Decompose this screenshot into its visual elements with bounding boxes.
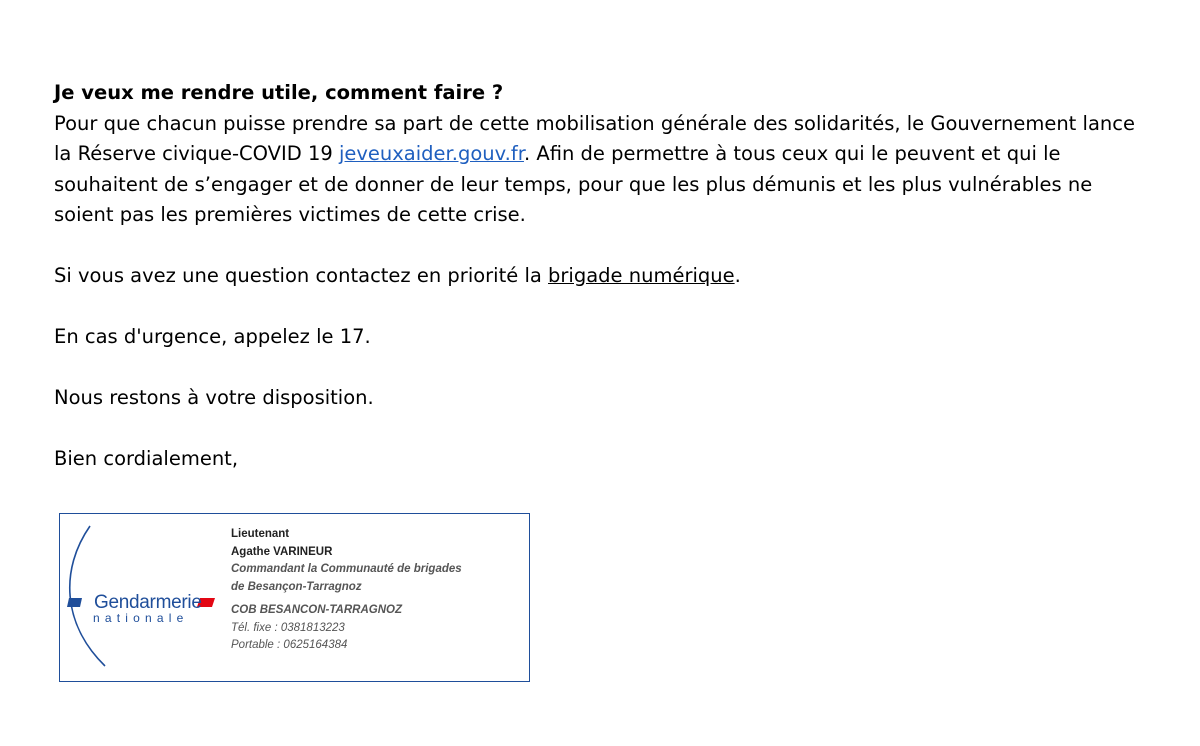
- logo-subtitle: nationale: [93, 611, 189, 625]
- signature-phone: Tél. fixe : 0381813223: [231, 621, 345, 634]
- signature-mobile: Portable : 0625164384: [231, 639, 348, 651]
- brigade-numerique-link[interactable]: brigade numérique: [548, 264, 735, 287]
- signature-role-line1: Commandant la Communauté de brigades: [231, 563, 462, 575]
- logo-wordmark: Gendarmerie: [94, 592, 202, 613]
- closing-text: Bien cordialement,: [54, 447, 239, 470]
- signature-unit: COB BESANCON-TARRAGNOZ: [231, 604, 403, 616]
- emergency-text: En cas d'urgence, appelez le 17.: [54, 325, 371, 348]
- question-period: .: [734, 264, 741, 287]
- paragraph-text-end: . Afin de permettre à tous ceux qui le peuvent et qui le souhaitent de s’engager et de donner de leur temps, pour que les plus démunis et les plus vulnérables ne soient pas les premières victimes de cette crise.: [54, 142, 1093, 226]
- signature-card: [59, 513, 530, 682]
- signature-name: Agathe VARINEUR: [231, 545, 333, 558]
- email-body: [54, 78, 1154, 475]
- reserve-paragraph: [54, 109, 1154, 231]
- question-paragraph: [54, 261, 1154, 292]
- paragraph-text-start: Pour que chacun puisse prendre sa part de cette mobilisation générale des solidarités, le Gouvernement lance la Réserve civique-COVID 19: [54, 111, 1135, 165]
- signature-details: [231, 526, 462, 655]
- jeveuxaider-link[interactable]: jeveuxaider.gouv.fr: [338, 142, 524, 165]
- disposition-text: Nous restons à votre disposition.: [54, 386, 374, 409]
- signature-role-line2: de Besançon-Tarragnoz: [231, 580, 362, 593]
- section-heading: Je veux me rendre utile, comment faire ?: [54, 81, 504, 104]
- signature-rank: Lieutenant: [231, 528, 290, 540]
- question-text: Si vous avez une question contactez en priorité la: [54, 264, 549, 287]
